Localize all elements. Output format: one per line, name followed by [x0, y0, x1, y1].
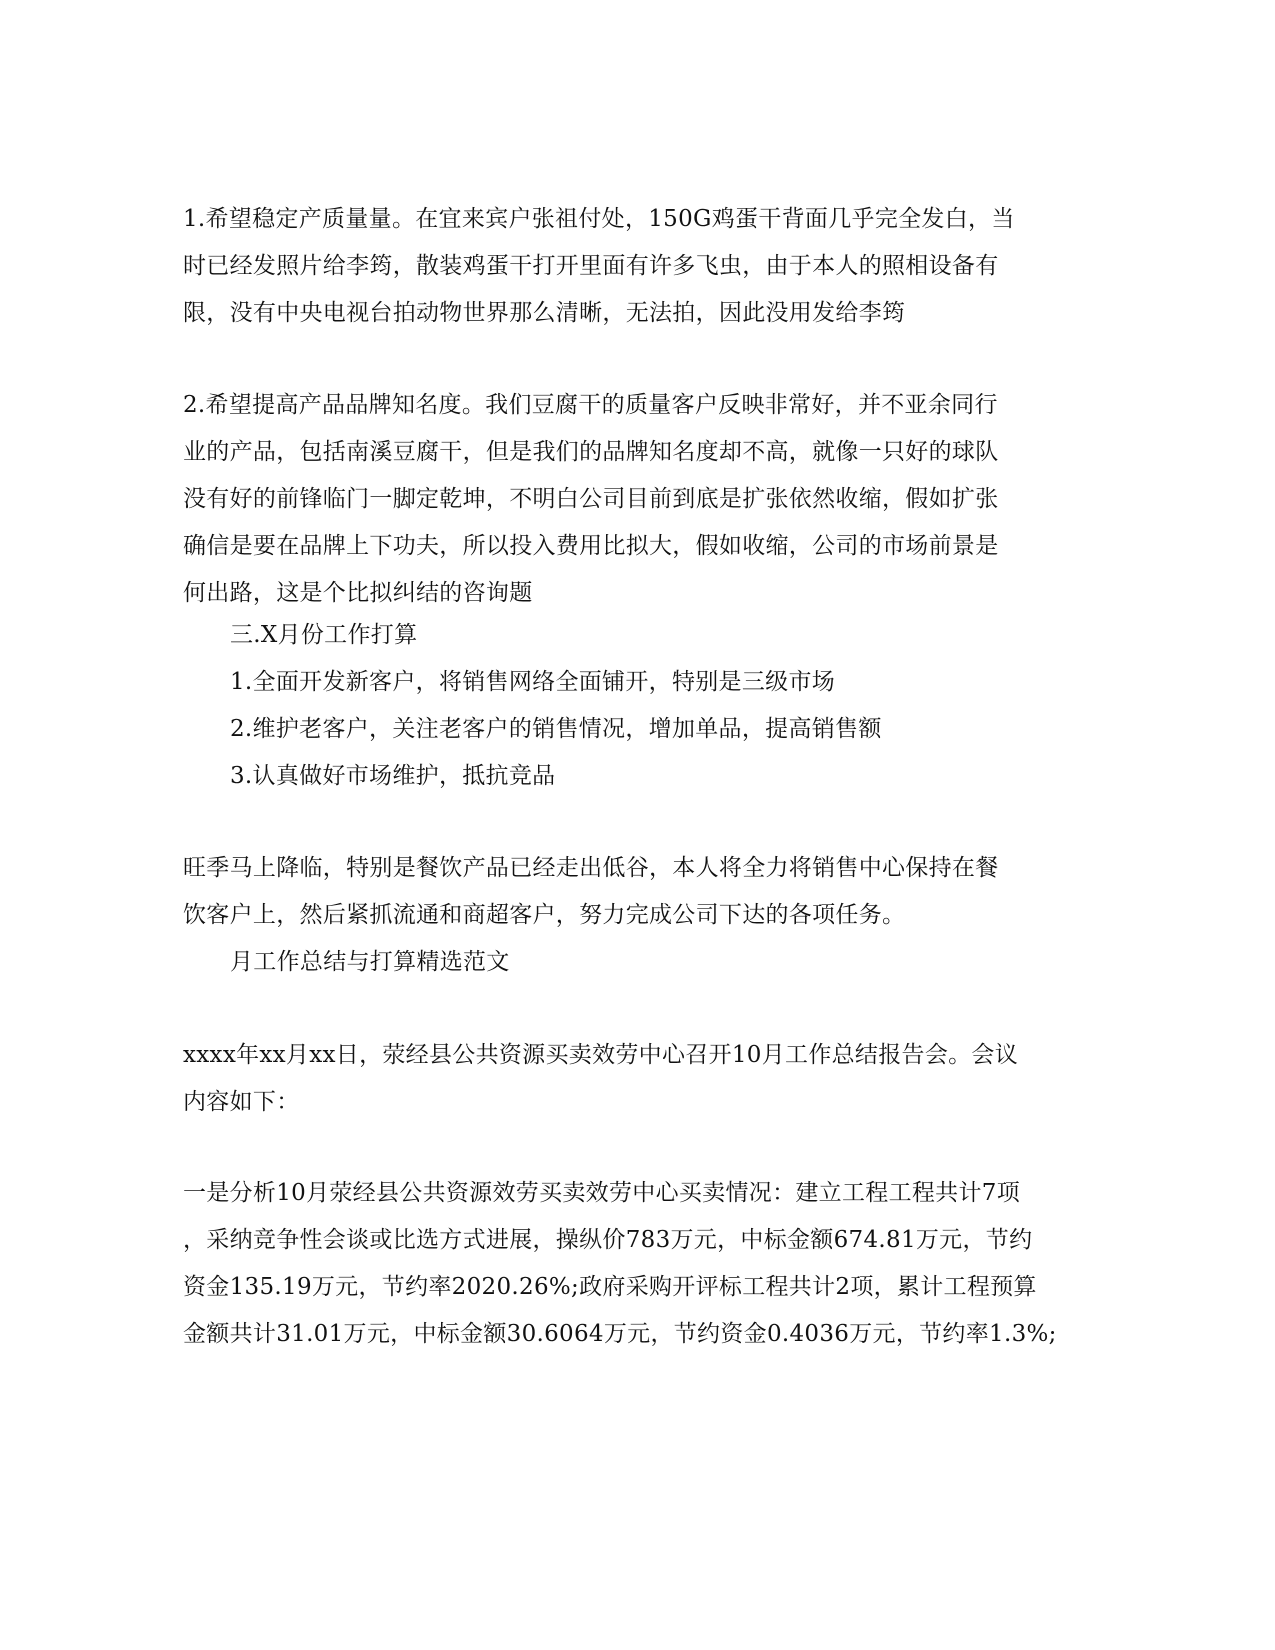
text-line: 确信是要在品牌上下功夫，所以投入费用比拟大，假如收缩，公司的市场前景是 — [183, 533, 999, 559]
text-line: 旺季马上降临，特别是餐饮产品已经走出低谷，本人将全力将销售中心保持在餐 — [183, 855, 999, 881]
list-item: 1.全面开发新客户，将销售网络全面铺开，特别是三级市场 — [230, 669, 836, 695]
text-line: ，采纳竞争性会谈或比选方式进展，操纵价783万元，中标金额674.81万元，节约 — [183, 1227, 1033, 1253]
section-heading: 三.X月份工作打算 — [230, 622, 418, 648]
list-item: 2.维护老客户，关注老客户的销售情况，增加单品，提高销售额 — [230, 716, 882, 742]
text-line: 限，没有中央电视台拍动物世界那么清晰，无法拍，因此没用发给李筠 — [183, 300, 906, 326]
paragraph-meeting — [183, 1032, 1033, 1126]
text-line: 一是分析10月荥经县公共资源效劳买卖效劳中心买卖情况：建立工程工程共计7项 — [183, 1180, 1020, 1206]
paragraph-brand — [183, 382, 1033, 617]
text-line: 没有好的前锋临门一脚定乾坤，不明白公司目前到底是扩张依然收缩，假如扩张 — [183, 486, 999, 512]
text-line: 何出路，这是个比拟纠结的咨询题 — [183, 580, 533, 606]
document-page — [183, 0, 1057, 1650]
text-line: xxxx年xx月xx日，荥经县公共资源买卖效劳中心召开10月工作总结报告会。会议 — [183, 1042, 1019, 1068]
paragraph-plan — [183, 612, 1033, 800]
text-line: 业的产品，包括南溪豆腐干，但是我们的品牌知名度却不高，就像一只好的球队 — [183, 439, 999, 465]
list-item: 3.认真做好市场维护，抵抗竞品 — [230, 763, 556, 789]
text-line: 时已经发照片给李筠，散装鸡蛋干打开里面有许多飞虫，由于本人的照相设备有 — [183, 253, 999, 279]
text-line: 内容如下： — [183, 1089, 300, 1115]
paragraph-season — [183, 845, 1033, 986]
article-title: 月工作总结与打算精选范文 — [230, 949, 510, 975]
text-line: 金额共计31.01万元，中标金额30.6064万元，节约资金0.4036万元，节约率1.3%; — [183, 1321, 1057, 1347]
text-line: 2.希望提高产品品牌知名度。我们豆腐干的质量客户反映非常好，并不亚余同行 — [183, 392, 998, 418]
paragraph-analysis — [183, 1170, 1057, 1358]
text-line: 资金135.19万元，节约率2020.26%;政府采购开评标工程共计2项，累计工程预算 — [183, 1274, 1037, 1300]
text-line: 饮客户上，然后紧抓流通和商超客户，努力完成公司下达的各项任务。 — [183, 902, 906, 928]
paragraph-quality — [183, 196, 1033, 337]
text-line: 1.希望稳定产质量量。在宜来宾户张祖付处，150G鸡蛋干背面几乎完全发白，当 — [183, 206, 1015, 232]
